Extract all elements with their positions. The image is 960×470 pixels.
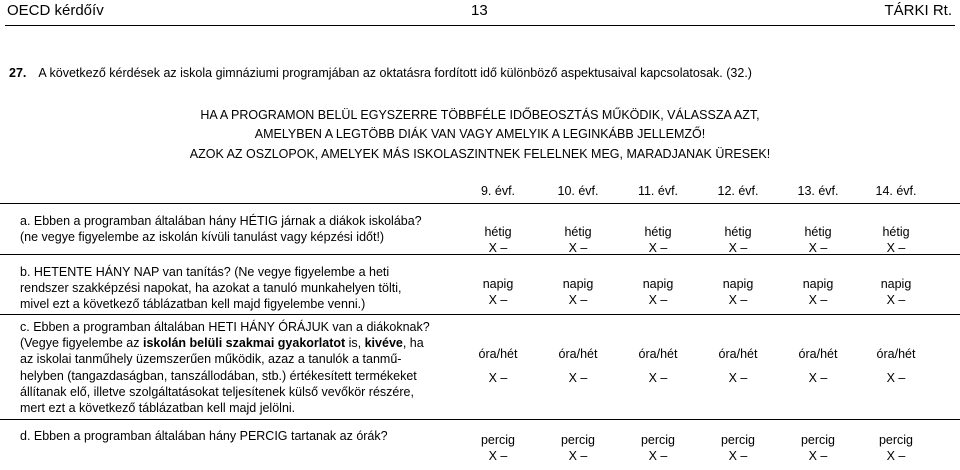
answer-blank[interactable]: X –	[488, 241, 508, 256]
answer-blank[interactable]: X –	[808, 293, 828, 308]
answer-blank[interactable]: X –	[808, 241, 828, 256]
unit-label: percig	[640, 433, 676, 447]
item-line: mert ezt a következő táblázatban kell majd jelölni.	[20, 401, 296, 416]
header-rule	[5, 25, 955, 26]
item-line: mivel ezt a következő táblázatban kell majd figyelembe venni.)	[20, 297, 366, 312]
unit-label: hétig	[882, 225, 910, 239]
answer-cell[interactable]	[548, 276, 608, 308]
unit-label: percig	[800, 433, 836, 447]
grade-header: 10. évf.	[557, 184, 599, 198]
instruction-line: AZOK AZ OSZLOPOK, AMELYEK MÁS ISKOLASZINTNEK FELELNEK MEG, MARADJANAK ÜRESEK!	[189, 147, 771, 161]
item-line: d. Ebben a programban általában hány PERCIG tartanak az órák?	[20, 429, 388, 443]
answer-cell[interactable]	[708, 346, 768, 386]
item-line: (ne vegye figyelembe az iskolán kívüli tanulást vagy képzési időt!)	[20, 230, 385, 245]
answer-cell[interactable]	[866, 224, 926, 256]
answer-cell[interactable]	[866, 276, 926, 308]
answer-blank[interactable]: X –	[886, 293, 906, 308]
grade-header: 11. évf.	[637, 184, 679, 198]
item-b	[20, 264, 401, 313]
answer-cell[interactable]	[548, 346, 608, 386]
instruction-line: HA A PROGRAMON BELÜL EGYSZERRE TÖBBFÉLE IDŐBEOSZTÁS MŰKÖDIK, VÁLASSZA AZT,	[200, 108, 760, 122]
unit-label: percig	[878, 433, 914, 447]
unit-label: hétig	[644, 225, 672, 239]
answer-blank[interactable]: X –	[728, 293, 748, 308]
unit-label: napig	[562, 277, 594, 291]
unit-label: óra/hét	[638, 347, 678, 361]
answer-cell[interactable]	[788, 224, 848, 256]
answer-blank[interactable]: X –	[568, 371, 588, 386]
answer-blank[interactable]: X –	[886, 449, 906, 464]
item-line: b. HETENTE HÁNY NAP van tanítás? (Ne vegye figyelembe a heti	[20, 265, 390, 279]
answer-blank[interactable]: X –	[568, 241, 588, 256]
grade-header: 14. évf.	[875, 184, 917, 198]
answer-cell[interactable]	[468, 224, 528, 256]
item-line: az iskolai tanműhely üzemszerűen működik, azaz a tanulók a tanmű-	[20, 352, 402, 367]
unit-label: óra/hét	[558, 347, 598, 361]
question-27	[9, 66, 752, 80]
answer-blank[interactable]: X –	[808, 371, 828, 386]
answer-cell[interactable]	[628, 432, 688, 464]
item-line: c. Ebben a programban általában HETI HÁNY ÓRÁJUK van a diákoknak?	[20, 320, 430, 334]
answer-cell[interactable]	[788, 276, 848, 308]
item-line: helyben (tangazdaságban, tanszállodában, stb.) értékesített termékeket	[20, 368, 417, 383]
answer-cell[interactable]	[788, 346, 848, 386]
item-line: állítanak elő, illetve szolgáltatásokat teljesítenek külső vevőkör részére,	[20, 384, 414, 399]
item-d	[20, 428, 388, 444]
unit-label: óra/hét	[876, 347, 916, 361]
row-divider	[0, 314, 960, 315]
answer-blank[interactable]: X –	[648, 449, 668, 464]
unit-label: hétig	[804, 225, 832, 239]
unit-label: óra/hét	[718, 347, 758, 361]
grade-header: 12. évf.	[717, 184, 759, 198]
answer-cell[interactable]	[628, 346, 688, 386]
answer-blank[interactable]: X –	[728, 371, 748, 386]
answer-blank[interactable]: X –	[886, 241, 906, 256]
unit-label: percig	[560, 433, 596, 447]
grade-header: 13. évf.	[797, 184, 839, 198]
answer-cell[interactable]	[866, 346, 926, 386]
item-c	[20, 319, 430, 416]
page-header	[0, 0, 960, 28]
answer-blank[interactable]: X –	[728, 241, 748, 256]
answer-cell[interactable]	[708, 276, 768, 308]
answer-blank[interactable]: X –	[728, 449, 748, 464]
unit-label: hétig	[724, 225, 752, 239]
answer-cell[interactable]	[628, 276, 688, 308]
row-divider	[0, 419, 960, 420]
answer-blank[interactable]: X –	[886, 371, 906, 386]
header-left: OECD kérdőív	[7, 2, 104, 19]
item-a	[20, 213, 422, 245]
unit-label: napig	[482, 277, 514, 291]
page-number: 13	[471, 2, 488, 19]
row-divider	[0, 203, 960, 204]
answer-cell[interactable]	[708, 224, 768, 256]
answer-blank[interactable]: X –	[648, 241, 668, 256]
answer-blank[interactable]: X –	[648, 371, 668, 386]
question-text: A következő kérdések az iskola gimnáziumi programjában az oktatásra fordított idő különböző aspektusaival kapcsolatosak. (32.)	[38, 66, 752, 80]
answer-blank[interactable]: X –	[568, 449, 588, 464]
answer-blank[interactable]: X –	[488, 449, 508, 464]
answer-cell[interactable]	[788, 432, 848, 464]
answer-blank[interactable]: X –	[648, 293, 668, 308]
unit-label: napig	[642, 277, 674, 291]
answer-cell[interactable]	[866, 432, 926, 464]
unit-label: óra/hét	[478, 347, 518, 361]
grade-header: 9. évf.	[480, 184, 516, 198]
question-number: 27.	[9, 66, 27, 80]
unit-label: percig	[480, 433, 516, 447]
unit-label: napig	[802, 277, 834, 291]
unit-label: hétig	[564, 225, 592, 239]
answer-cell[interactable]	[548, 224, 608, 256]
unit-label: hétig	[484, 225, 512, 239]
unit-label: óra/hét	[798, 347, 838, 361]
item-line: rendszer szakképzési napokat, ha azokat a tanuló munkahelyen tölti,	[20, 281, 402, 296]
answer-cell[interactable]	[468, 346, 528, 386]
answer-blank[interactable]: X –	[488, 293, 508, 308]
unit-label: napig	[722, 277, 754, 291]
answer-blank[interactable]: X –	[808, 449, 828, 464]
item-line: (Vegye figyelembe az iskolán belüli szakmai gyakorlatot is, kivéve, ha	[20, 336, 424, 351]
answer-blank[interactable]: X –	[568, 293, 588, 308]
header-right: TÁRKI Rt.	[884, 2, 952, 19]
unit-label: napig	[880, 277, 912, 291]
item-line: a. Ebben a programban általában hány HÉTIG járnak a diákok iskolába?	[20, 214, 422, 228]
answer-cell[interactable]	[468, 276, 528, 308]
answer-cell[interactable]	[628, 224, 688, 256]
instruction-line: AMELYBEN A LEGTÖBB DIÁK VAN VAGY AMELYIK A LEGINKÁBB JELLEMZŐ!	[254, 127, 706, 141]
answer-blank[interactable]: X –	[488, 371, 508, 386]
answer-cell[interactable]	[468, 432, 528, 464]
unit-label: percig	[720, 433, 756, 447]
answer-cell[interactable]	[708, 432, 768, 464]
answer-cell[interactable]	[548, 432, 608, 464]
